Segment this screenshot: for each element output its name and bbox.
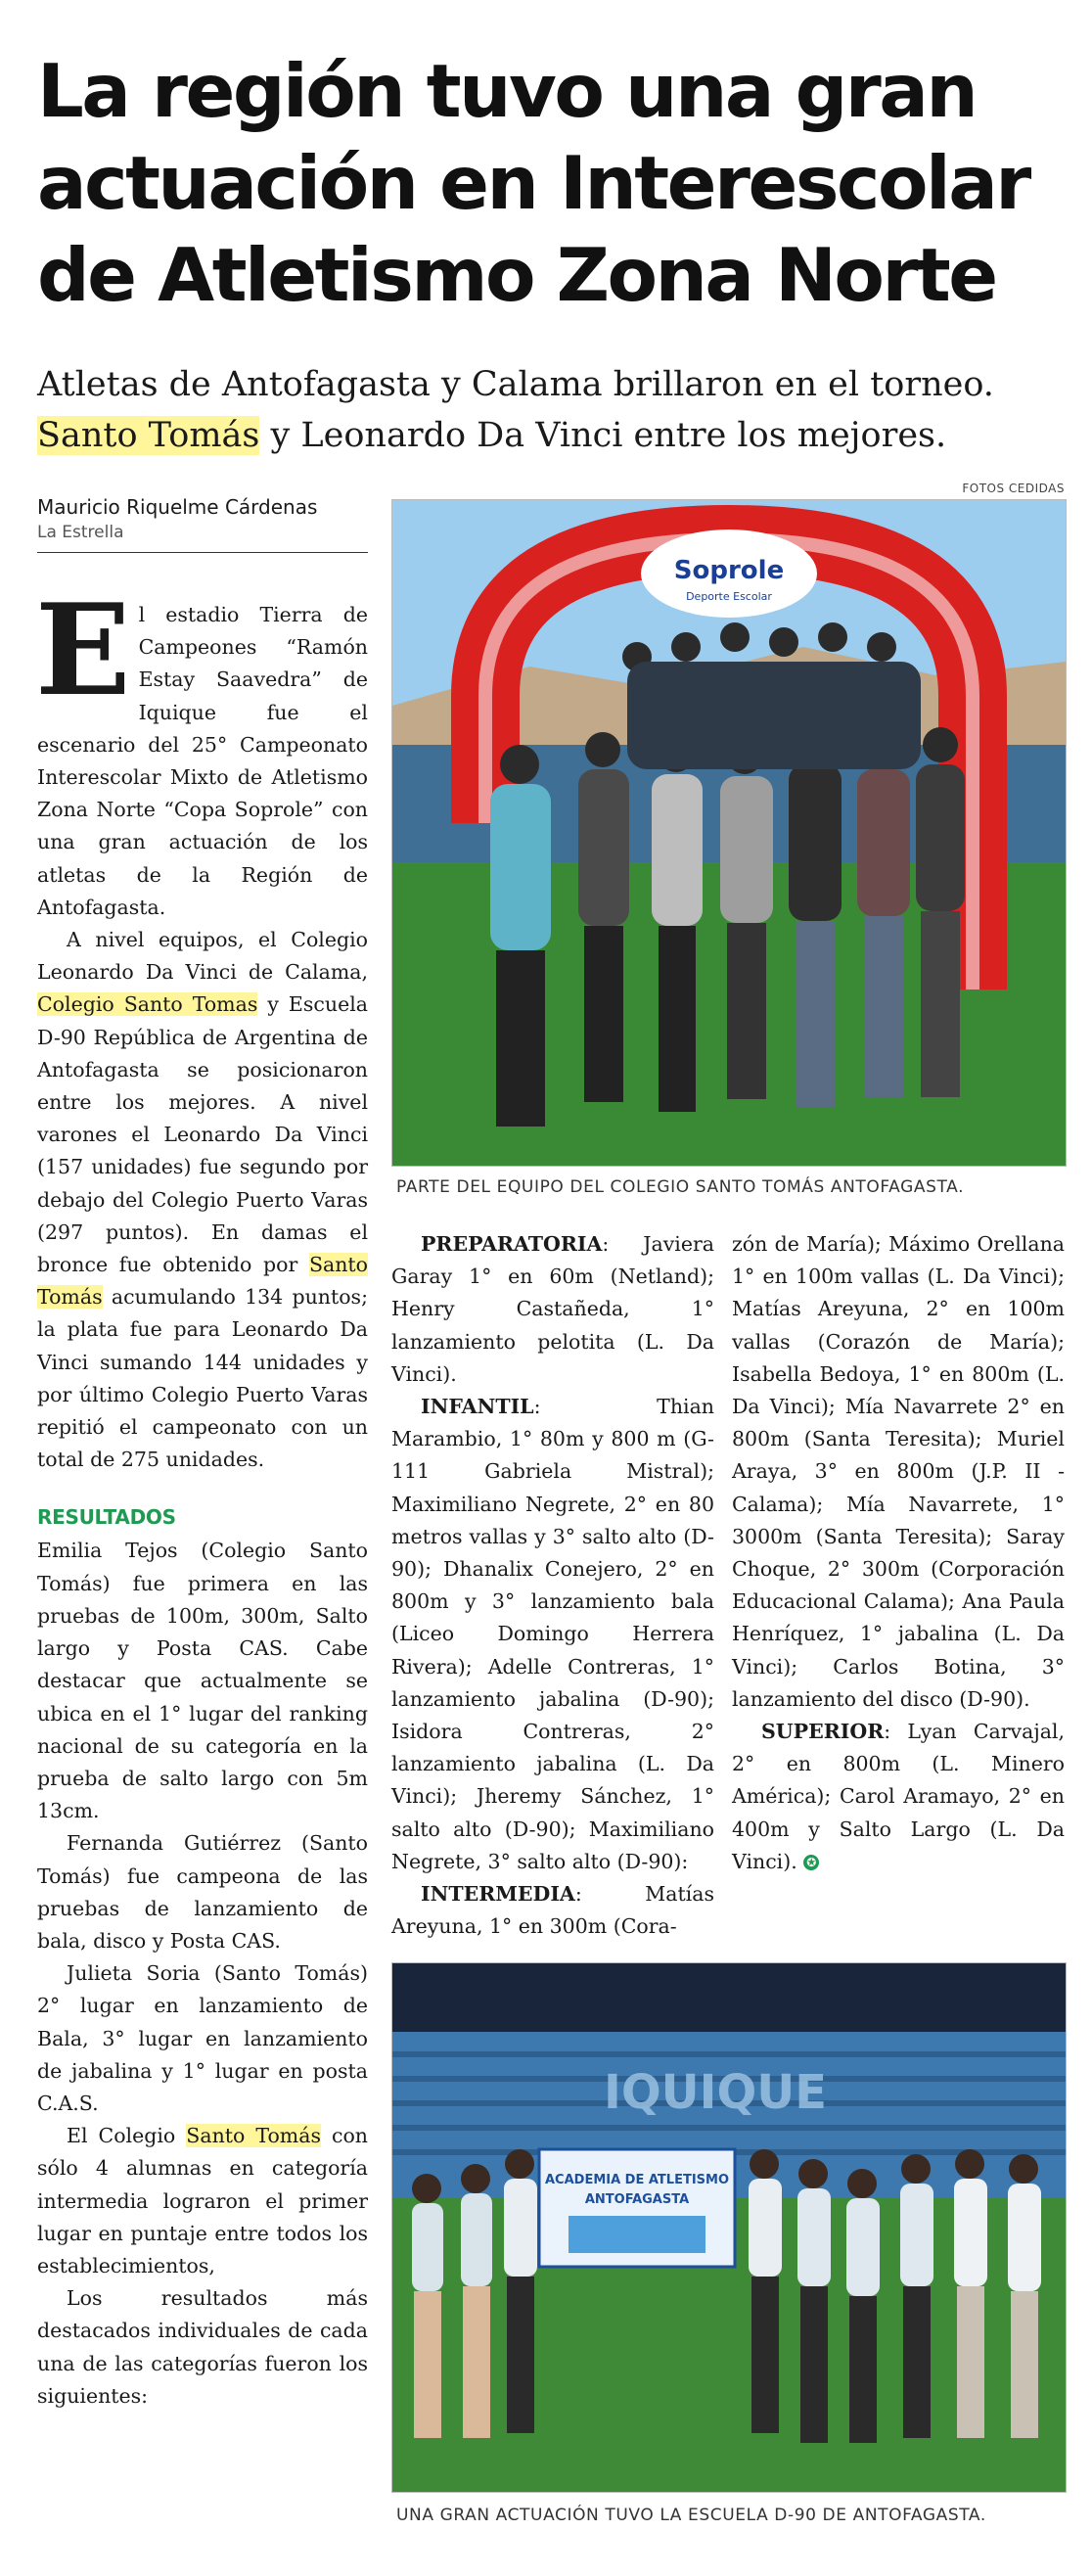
- headline-line3: de Atletismo Zona Norte: [37, 232, 996, 318]
- teams-text-a: A nivel equipos, el Colegio Leonardo Da Vinci de Calama,: [37, 928, 368, 985]
- infantil-text: : Thian Marambio, 1° 80m y 800 m (G-111 Gabriela Mistral); Maximiliano Negrete, 2° en 80 metros vallas y 3° salto alto (D-90); Dhanalix Conejero, 2° en 800m y 3° lanzamiento bala (Liceo Domingo Herrera Rivera); Adelle Contreras, 1° lanzamiento jabalina (D-90); Isidora Contreras, 2° lanzamiento jabalina (L. Da Vinci); Jheremy Sánchez, 1° salto alto (D-90); Maximiliano Negrete, 3° salto alto (D-90):: [391, 1395, 714, 1873]
- intermedia-paragraph: [391, 1878, 714, 1943]
- result-paragraph-5: Los resultados más destacados individuales de cada una de las categorías fueron los siguientes:: [37, 2286, 368, 2408]
- category-infantil: INFANTIL: [421, 1395, 534, 1419]
- intermedia-continued: zón de María); Máximo Orellana 1° en 100m vallas (L. Da Vinci); Matías Areyuna, 2° en 100m vallas (Corazón de María); Isabella Bedoya, 1° en 800m (L. Da Vinci); Mía Navarrete 2° en 800m (Santa Teresita); Muriel Araya, 3° en 800m (J.P. II - Calama); Mía Navarrete, 1° 3000m (Santa Teresita); Saray Choque, 2° 300m (Corporación Educacional Calama); Ana Paula Henríquez, 1° jabalina (L. Da Vinci); Carlos Botina, 3° lanzamiento del disco (D-90).: [732, 1232, 1065, 1711]
- subhead-line2: y Leonardo Da Vinci entre los mejores.: [259, 416, 947, 455]
- d90-team-photo: [391, 1962, 1067, 2493]
- subhead-line1: Atletas de Antofagasta y Calama brillaron en el torneo.: [37, 365, 994, 404]
- article-column-2: [391, 1228, 714, 1943]
- preparatoria-paragraph: [391, 1228, 714, 1391]
- stadium-lettering: IQUIQUE: [603, 2065, 828, 2120]
- intro-text: l estadio Tierra de Campeones “Ramón Estay Saavedra” de Iquique fue el escenario del 25° Campeonato Interescolar Mixto de Atletismo Zona Norte “Copa Soprole” con una gran actuación de los atletas de la Región de Antofagasta.: [37, 603, 368, 919]
- article-column-3: [732, 1228, 1065, 1878]
- category-intermedia: INTERMEDIA: [421, 1882, 575, 1907]
- subhead-highlight: Santo Tomás: [37, 416, 260, 455]
- result-paragraph-1: Emilia Tejos (Colegio Santo Tomás) fue primera en las pruebas de 100m, 300m, Salto largo y Posta CAS. Cabe destacar que actualmente se ubica en el 1° lugar del ranking nacional de su categoría en la prueba de salto largo con 5m 13cm.: [37, 1539, 368, 1823]
- banner-line1: ACADEMIA DE ATLETISMO: [544, 2173, 730, 2187]
- teams-text-b: y Escuela D-90 República de Argentina de Antofagasta se posicionaron entre los mejores. A nivel varones el Leonardo Da Vinci (157 unidades) fue segundo por debajo del Colegio Puerto Varas (297 puntos). En damas el bronce fue obtenido por: [37, 992, 368, 1277]
- section-results: RESULTADOS: [37, 1505, 176, 1530]
- headline: [37, 45, 1065, 321]
- outlet-name: La Estrella: [37, 523, 124, 542]
- result4-highlight: Santo Tomás: [186, 2124, 321, 2148]
- result-paragraph-4: [37, 2120, 368, 2282]
- teams-text-c: acumulando 134 puntos; la plata fue para Leonardo Da Vinci sumando 144 unidades y por último Colegio Puerto Varas repitió el campeonato con un total de 275 unidades.: [37, 1285, 368, 1472]
- superior-text: : Lyan Carvajal, 2° en 800m (L. Minero América); Carol Aramayo, 2° en 400m y Salto Largo (L. Da Vinci).: [732, 1720, 1065, 1873]
- intro-paragraph: [35, 577, 368, 924]
- result4-text-b: con sólo 4 alumnas en categoría intermedia lograron el primer lugar en puntaje entre todos los establecimientos,: [37, 2124, 369, 2277]
- headline-line1: La región tuvo una gran: [37, 48, 977, 134]
- intermedia-text: : Matías Areyuna, 1° en 300m (Cora-: [391, 1882, 714, 1939]
- result4-text-a: El Colegio: [67, 2124, 187, 2148]
- author-name: Mauricio Riquelme Cárdenas: [37, 495, 318, 519]
- banner-line2: ANTOFAGASTA: [584, 2192, 690, 2207]
- infantil-paragraph: [391, 1391, 714, 1878]
- soprole-logo-text: Soprole: [673, 556, 785, 585]
- article-column-1: [35, 577, 369, 2413]
- byline: [37, 494, 368, 553]
- photo-credit: FOTOS CEDIDAS: [962, 482, 1065, 495]
- teams-paragraph: [37, 924, 368, 1476]
- team-photo-santo-tomas: [391, 499, 1067, 1167]
- subheadline: [37, 359, 1074, 461]
- end-mark-icon: ✪: [803, 1855, 819, 1870]
- result-paragraph-2: Fernanda Gutiérrez (Santo Tomás) fue campeona de las pruebas de lanzamiento de bala, disco y Posta CAS.: [37, 1831, 368, 1953]
- team-photo-illustration: [392, 500, 1066, 1166]
- headline-line2: actuación en Interescolar: [37, 140, 1029, 226]
- category-preparatoria: PREPARATORIA: [421, 1232, 603, 1256]
- teams-highlight-1: Colegio Santo Tomas: [37, 992, 258, 1017]
- d90-photo-illustration: [392, 1963, 1066, 2492]
- drop-cap: E: [35, 577, 131, 724]
- category-superior: SUPERIOR: [761, 1720, 885, 1744]
- superior-paragraph: [732, 1716, 1065, 1878]
- teams-highlight-2: Santo Tomás: [37, 1253, 368, 1310]
- soprole-tag-text: Deporte Escolar: [686, 590, 772, 603]
- photo-caption-2: UNA GRAN ACTUACIÓN TUVO LA ESCUELA D-90 DE ANTOFAGASTA.: [396, 2506, 986, 2525]
- preparatoria-text: : Javiera Garay 1° en 60m (Netland); Henry Castañeda, 1° lanzamiento pelotita (L. Da Vinci).: [391, 1232, 714, 1386]
- result-paragraph-3: Julieta Soria (Santo Tomás) 2° lugar en lanzamiento de Bala, 3° lugar en lanzamiento de jabalina y 1° lugar en posta C.A.S.: [37, 1961, 368, 2115]
- photo-caption-1: PARTE DEL EQUIPO DEL COLEGIO SANTO TOMÁS ANTOFAGASTA.: [396, 1177, 965, 1197]
